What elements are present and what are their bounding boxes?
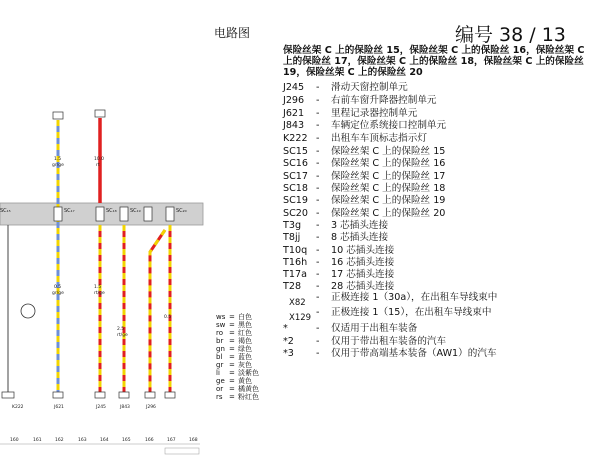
legend-dash: - — [316, 292, 320, 303]
wire-color-eq: = — [229, 385, 235, 393]
wire-spec: 1.5 — [94, 285, 102, 290]
legend-dash: - — [316, 220, 320, 231]
legend-code: *2 — [283, 336, 294, 347]
legend-code: K222 — [283, 133, 308, 144]
legend-desc: 保险丝架 C 上的保险丝 19 — [331, 195, 446, 206]
circuit-diagram — [0, 0, 205, 457]
column-number: 164 — [100, 438, 109, 443]
wire-color-eq: = — [229, 345, 235, 353]
wire-spec: gr/ge — [52, 291, 64, 296]
column-number: 168 — [189, 438, 198, 443]
wire-color-name: 黄色 — [238, 377, 252, 385]
legend-desc: 10 芯插头连接 — [331, 245, 395, 256]
legend-desc: 保险丝架 C 上的保险丝 16 — [331, 158, 446, 169]
legend-dash: - — [316, 208, 320, 219]
component-label: J296 — [146, 405, 156, 410]
legend-code: SC15 — [283, 146, 308, 157]
legend-code: T28 — [283, 281, 302, 292]
legend-dash: - — [316, 158, 320, 169]
wire-spec: 2.5 — [117, 327, 125, 332]
wire-color-name: 淡紫色 — [238, 369, 259, 377]
legend-code: T16h — [283, 257, 308, 268]
wire-color-name: 红色 — [238, 329, 252, 337]
component-label: J245 — [96, 405, 106, 410]
wire-color-name: 橘黄色 — [238, 385, 259, 393]
legend-desc: 出租车车顶标志指示灯 — [331, 133, 427, 144]
wire-color-eq: = — [229, 353, 235, 361]
connector-top-left — [53, 112, 63, 119]
legend-code: * — [283, 323, 288, 334]
wire-color-code: bl — [216, 353, 223, 361]
wire-color-code: br — [216, 337, 224, 345]
wire-color-name: 褐色 — [238, 337, 252, 345]
legend-dash: - — [316, 336, 320, 347]
legend-desc: 右前车窗升降器控制单元 — [331, 95, 437, 106]
legend-code: SC18 — [283, 183, 308, 194]
legend-desc: 16 芯插头连接 — [331, 257, 395, 268]
legend-dash: - — [316, 183, 320, 194]
wire-color-name: 黑色 — [238, 321, 252, 329]
wire-spec: 0.5 — [164, 315, 172, 320]
legend-dash: - — [316, 323, 320, 334]
component-label: K222 — [12, 405, 24, 410]
wire-spec: gr/ge — [52, 163, 64, 168]
legend-desc: 28 芯插头连接 — [331, 281, 395, 292]
legend-dash: - — [316, 171, 320, 182]
fuse-label: SC₁₉ — [130, 208, 141, 214]
legend-code: T17a — [283, 269, 307, 280]
component-label: J843 — [120, 405, 130, 410]
wire-color-code: ro — [216, 329, 224, 337]
legend-desc: 正极连接 1（30a），在出租车导线束中 — [331, 292, 498, 303]
wire-color-code: sw — [216, 321, 226, 329]
legend-dash: - — [316, 257, 320, 268]
wire-color-eq: = — [229, 377, 235, 385]
components — [2, 392, 175, 398]
legend-dash: - — [316, 232, 320, 243]
column-number: 166 — [145, 438, 154, 443]
diagram-id-box — [165, 448, 199, 454]
diagram-title: 保险丝架 C 上的保险丝 15，保险丝架 C 上的保险丝 16，保险丝架 C 上的保险丝 17，保险丝架 C 上的保险丝 18，保险丝架 C 上的保险丝 19，保险丝架 C 上的保险丝 20 — [283, 45, 585, 79]
legend-code: SC17 — [283, 171, 308, 182]
legend-dash: - — [316, 245, 320, 256]
legend-code: *3 — [283, 348, 294, 359]
legend-dash: - — [316, 348, 320, 359]
column-number: 162 — [55, 438, 64, 443]
legend-dash: - — [316, 95, 320, 106]
fuse-label: SC₁₇ — [64, 208, 75, 214]
wire-color-eq: = — [229, 393, 235, 401]
wire-color-name: 绿色 — [238, 345, 252, 353]
legend-code: J245 — [283, 82, 305, 93]
wire-color-code: gn — [216, 345, 225, 353]
legend-dash: - — [316, 307, 320, 318]
wire-color-name: 蓝色 — [238, 353, 252, 361]
legend-dash: - — [316, 120, 320, 131]
wire-spec: 1.5 — [54, 157, 62, 162]
column-number: 165 — [122, 438, 131, 443]
wire-color-code: rs — [216, 393, 223, 401]
legend-code: SC16 — [283, 158, 308, 169]
legend-code: T3g — [283, 220, 302, 231]
wire-color-name: 灰色 — [238, 361, 252, 369]
component-label: J621 — [54, 405, 64, 410]
wire-color-eq: = — [229, 369, 235, 377]
diagram-type-label: 电路图 — [214, 26, 251, 40]
wire-color-eq: = — [229, 329, 235, 337]
legend-desc: 8 芯插头连接 — [331, 232, 389, 243]
wire-spec: 0.5 — [54, 285, 62, 290]
column-number: 161 — [33, 438, 42, 443]
wire-color-eq: = — [229, 313, 235, 321]
legend-code: X82 — [289, 298, 306, 308]
legend-dash: - — [316, 269, 320, 280]
wire-yellow-red-c — [150, 230, 165, 398]
legend-code: SC19 — [283, 195, 308, 206]
page-number: 编号 38 / 13 — [455, 24, 566, 46]
wire-spec: 10.0 — [94, 157, 105, 162]
legend-desc: 3 芯插头连接 — [331, 220, 389, 231]
legend-desc: 保险丝架 C 上的保险丝 18 — [331, 183, 446, 194]
junction-circle — [21, 304, 35, 318]
legend-dash: - — [316, 146, 320, 157]
legend-code: T10q — [283, 245, 308, 256]
legend-desc: 保险丝架 C 上的保险丝 15 — [331, 146, 446, 157]
legend-code: J621 — [283, 108, 305, 119]
wire-color-code: gr — [216, 361, 224, 369]
wire-spec: rt/ge — [117, 333, 128, 338]
legend-code: X129 — [289, 313, 312, 323]
legend-desc: 保险丝架 C 上的保险丝 20 — [331, 208, 446, 219]
connector-top-right — [95, 110, 105, 117]
legend-desc: 里程记录器控制单元 — [331, 108, 418, 119]
wire-color-eq: = — [229, 361, 235, 369]
legend-desc: 保险丝架 C 上的保险丝 17 — [331, 171, 446, 182]
column-number: 163 — [78, 438, 87, 443]
legend-desc: 车辆定位系统接口控制单元 — [331, 120, 447, 131]
wire-color-code: ws — [216, 313, 226, 321]
legend-dash: - — [316, 281, 320, 292]
fuse-label: SC₁₈ — [106, 208, 117, 214]
column-number: 160 — [10, 438, 19, 443]
fuse-label: SC₂₀ — [176, 208, 187, 214]
legend-dash: - — [316, 133, 320, 144]
legend-code: SC20 — [283, 208, 308, 219]
legend-dash: - — [316, 82, 320, 93]
wire-spec: rt/ge — [94, 291, 105, 296]
fuse-label: SC₁₅ — [0, 208, 11, 214]
wire-color-code: ge — [216, 377, 225, 385]
legend-desc: 17 芯插头连接 — [331, 269, 395, 280]
wire-color-eq: = — [229, 337, 235, 345]
legend-code: T8jj — [283, 232, 301, 243]
wire-color-code: li — [216, 369, 220, 377]
wire-color-name: 粉红色 — [238, 393, 259, 401]
legend-desc: 仅用于带高端基本装备（AW1）的汽车 — [331, 348, 497, 359]
legend-code: J843 — [283, 120, 305, 131]
legend-dash: - — [316, 195, 320, 206]
legend-dash: - — [316, 108, 320, 119]
wire-spec: rt — [96, 163, 100, 168]
legend-desc: 正极连接 1（15），在出租车导线束中 — [331, 307, 492, 318]
wire-color-eq: = — [229, 321, 235, 329]
wire-color-code: or — [216, 385, 224, 393]
wire-color-name: 白色 — [238, 313, 252, 321]
legend-code: J296 — [283, 95, 305, 106]
legend-desc: 仅适用于出租车装备 — [331, 323, 418, 334]
column-number: 167 — [167, 438, 176, 443]
legend-desc: 滑动天窗控制单元 — [331, 82, 408, 93]
legend-desc: 仅用于带出租车装备的汽车 — [331, 336, 447, 347]
